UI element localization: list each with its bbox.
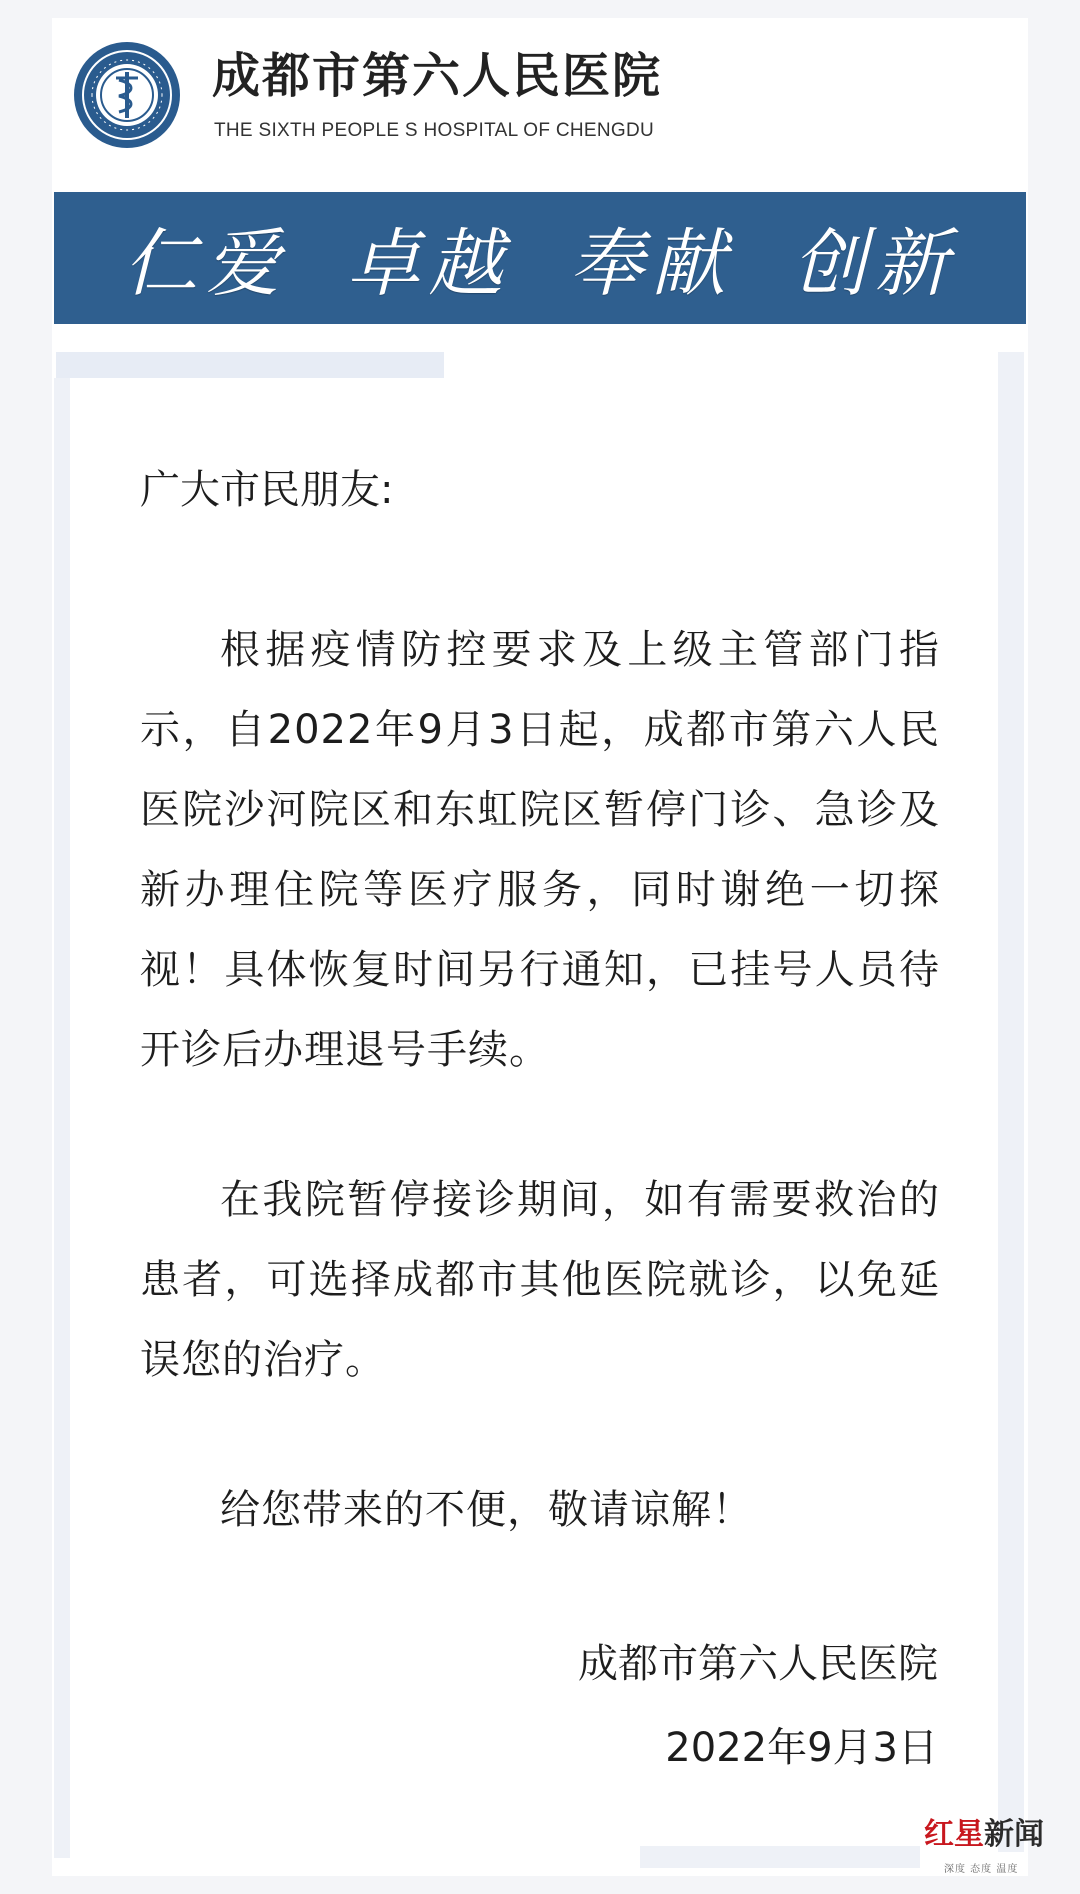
signature-block [578,1622,938,1790]
signature-date: 2022年9月3日 [665,1725,938,1771]
motto-word-1: 仁爱 [123,221,288,307]
motto-word-4: 创新 [792,221,957,307]
notice-paragraph-1: 根据疫情防控要求及上级主管部门指示，自2022年9月3日起，成都市第六人民医院沙河院区和东虹院区暂停门诊、急诊及新办理住院等医疗服务，同时谢绝一切探视！具体恢复时间另行通知，已挂号人员待开诊后办理退号手续。 [140,627,940,1073]
hospital-name-chinese: 成都市第六人民医院 [212,48,663,104]
news-watermark-logo [924,1818,1074,1886]
notice-paragraph-2: 在我院暂停接诊期间，如有需要救治的患者，可选择成都市其他医院就诊，以免延误您的治疗。 [140,1177,940,1383]
salutation: 广大市民朋友: [140,467,394,513]
motto-banner [54,192,1026,324]
hospital-name-english: THE SIXTH PEOPLE S HOSPITAL OF CHENGDU [214,120,655,141]
watermark-red-text: 红星 [924,1817,984,1852]
motto-word-3: 奉献 [569,221,734,307]
decorative-band-left [54,378,70,1858]
decorative-band-top [56,352,444,378]
motto-word-2: 卓越 [346,221,511,307]
letterhead [52,18,1028,190]
decorative-band-right [998,352,1024,1852]
watermark-dark-text: 新闻 [984,1817,1044,1852]
watermark-wordmark [924,1818,1044,1851]
notice-body [140,450,940,1550]
hospital-logo-icon [72,40,182,150]
notice-paragraph-3: 给您带来的不便，敬请谅解！ [220,1487,753,1533]
decorative-band-bottom [640,1846,920,1868]
signature-org: 成都市第六人民医院 [578,1641,938,1687]
watermark-tagline: 深度 态度 温度 [944,1864,1019,1875]
